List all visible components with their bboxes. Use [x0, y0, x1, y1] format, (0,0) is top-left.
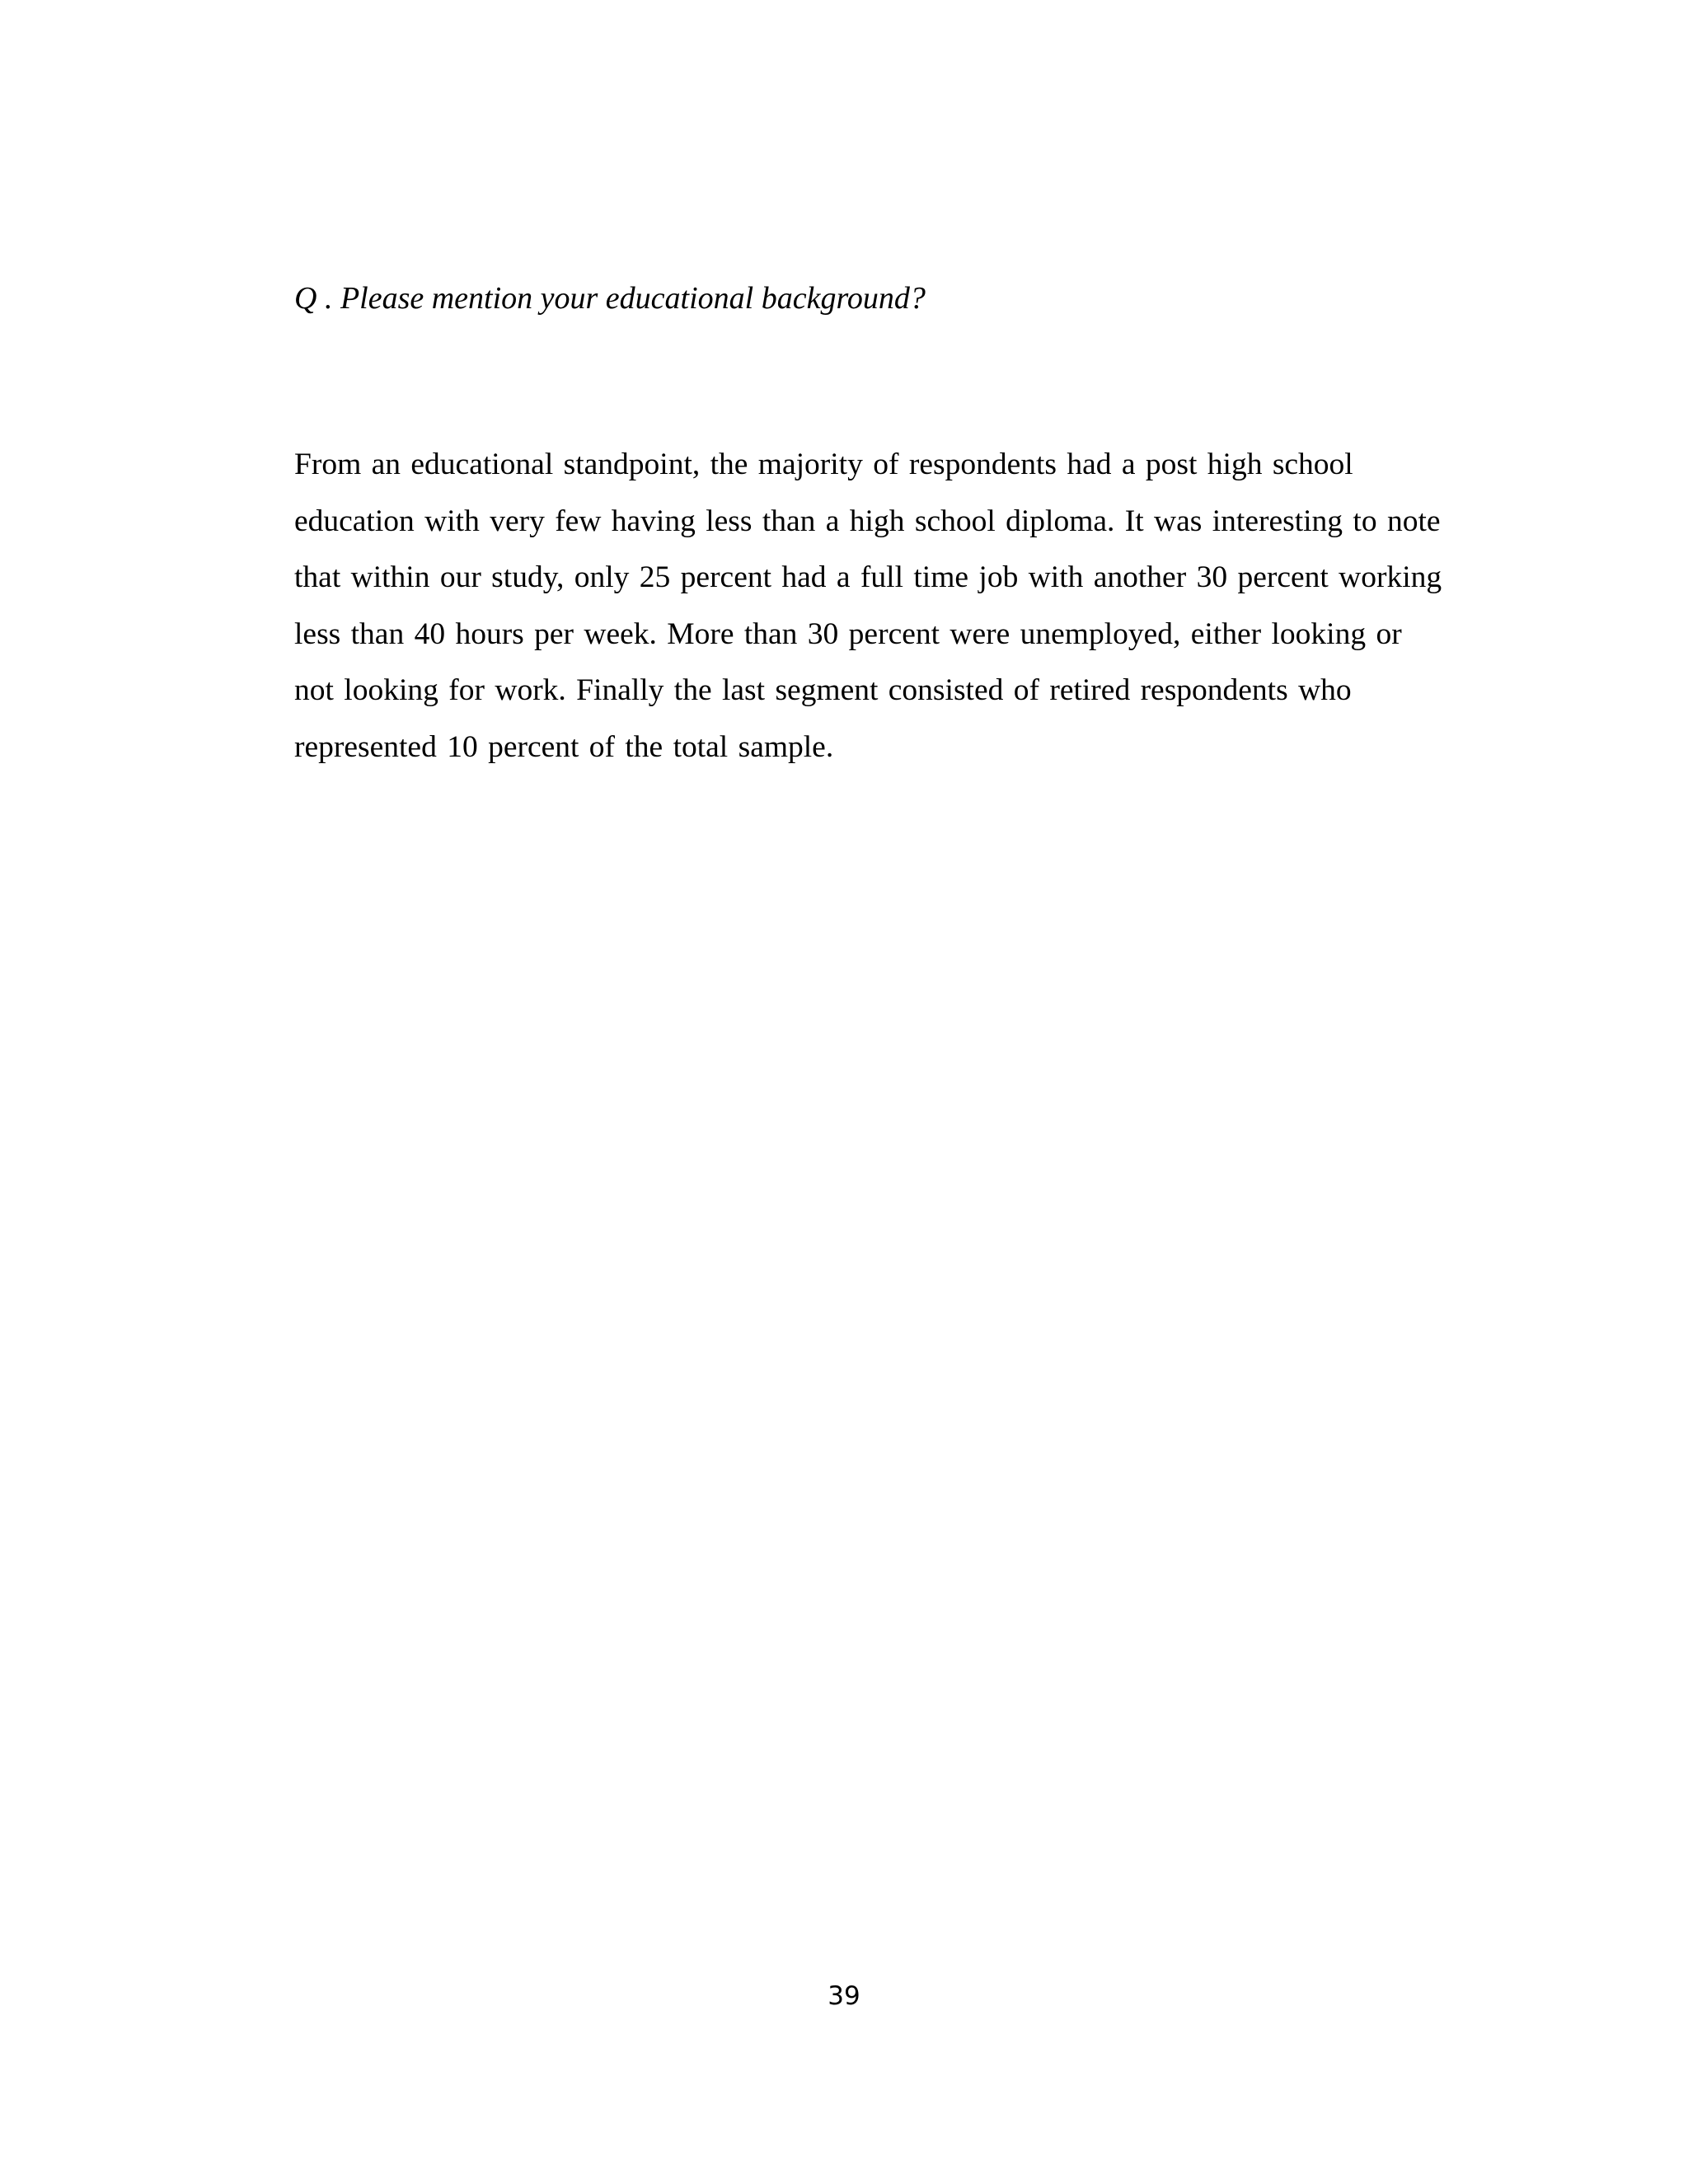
- paragraph-line: not looking for work. Finally the last segment consisted of retired respondents who: [294, 673, 1352, 707]
- page-number: 39: [828, 1981, 860, 2011]
- question-heading: Q . Please mention your educational background?: [294, 281, 926, 316]
- paragraph-line: education with very few having less than a high school diploma. It was interesting to note: [294, 504, 1441, 538]
- body-paragraph: [294, 437, 1489, 776]
- paragraph-line: that within our study, only 25 percent had a full time job with another 30 percent working: [294, 560, 1442, 594]
- paragraph-line: less than 40 hours per week. More than 30 percent were unemployed, either looking or: [294, 616, 1402, 651]
- paragraph-line: represented 10 percent of the total sample.: [294, 729, 834, 764]
- paragraph-line: From an educational standpoint, the majority of respondents had a post high school: [294, 448, 1353, 481]
